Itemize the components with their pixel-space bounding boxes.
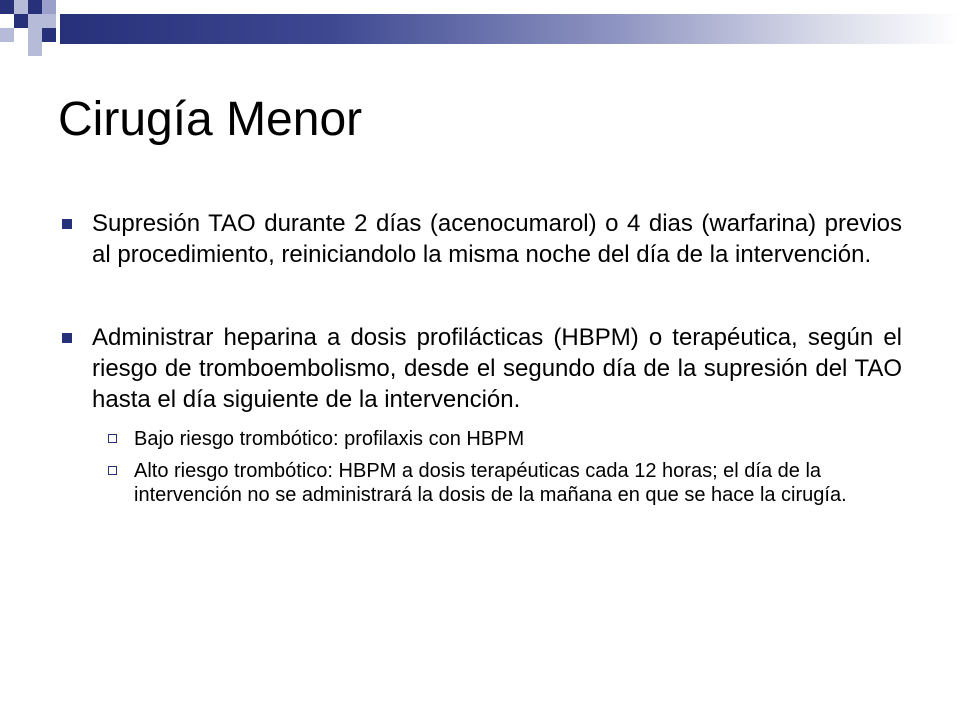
hollow-square-bullet-icon	[108, 466, 117, 475]
decor-square	[28, 42, 42, 56]
decor-square	[14, 14, 28, 28]
square-bullet-icon	[62, 219, 72, 229]
bullet-text: Supresión TAO durante 2 días (acenocumarol) o 4 dias (warfarina) previos al procedimiento, reiniciandolo la misma noche del día de la intervención.	[92, 210, 902, 268]
bullet-text: Administrar heparina a dosis profilácticas (HBPM) o terapéutica, según el riesgo de tromboembolismo, desde el segundo día de la supresión del TAO hasta el día siguiente de la intervención.	[92, 324, 902, 413]
decor-square	[0, 28, 14, 42]
decor-square	[0, 0, 14, 14]
decor-square	[14, 0, 28, 14]
slide-content	[62, 208, 902, 507]
decor-square	[42, 28, 56, 42]
bullet-item	[62, 208, 902, 270]
sub-bullet-text: Bajo riesgo trombótico: profilaxis con HBPM	[134, 428, 525, 450]
hollow-square-bullet-icon	[108, 434, 117, 443]
sub-bullet-text: Alto riesgo trombótico: HBPM a dosis terapéuticas cada 12 horas; el día de la intervención no se administrará la dosis de la mañana en que se hace la cirugía.	[134, 460, 847, 506]
sub-bullet-item	[62, 427, 902, 451]
bullet-item	[62, 322, 902, 415]
decor-square	[28, 0, 42, 14]
decor-square	[42, 0, 56, 14]
sub-bullet-item	[62, 459, 902, 507]
square-bullet-icon	[62, 333, 72, 343]
header-gradient-band	[60, 14, 960, 44]
slide-title: Cirugía Menor	[58, 93, 363, 146]
